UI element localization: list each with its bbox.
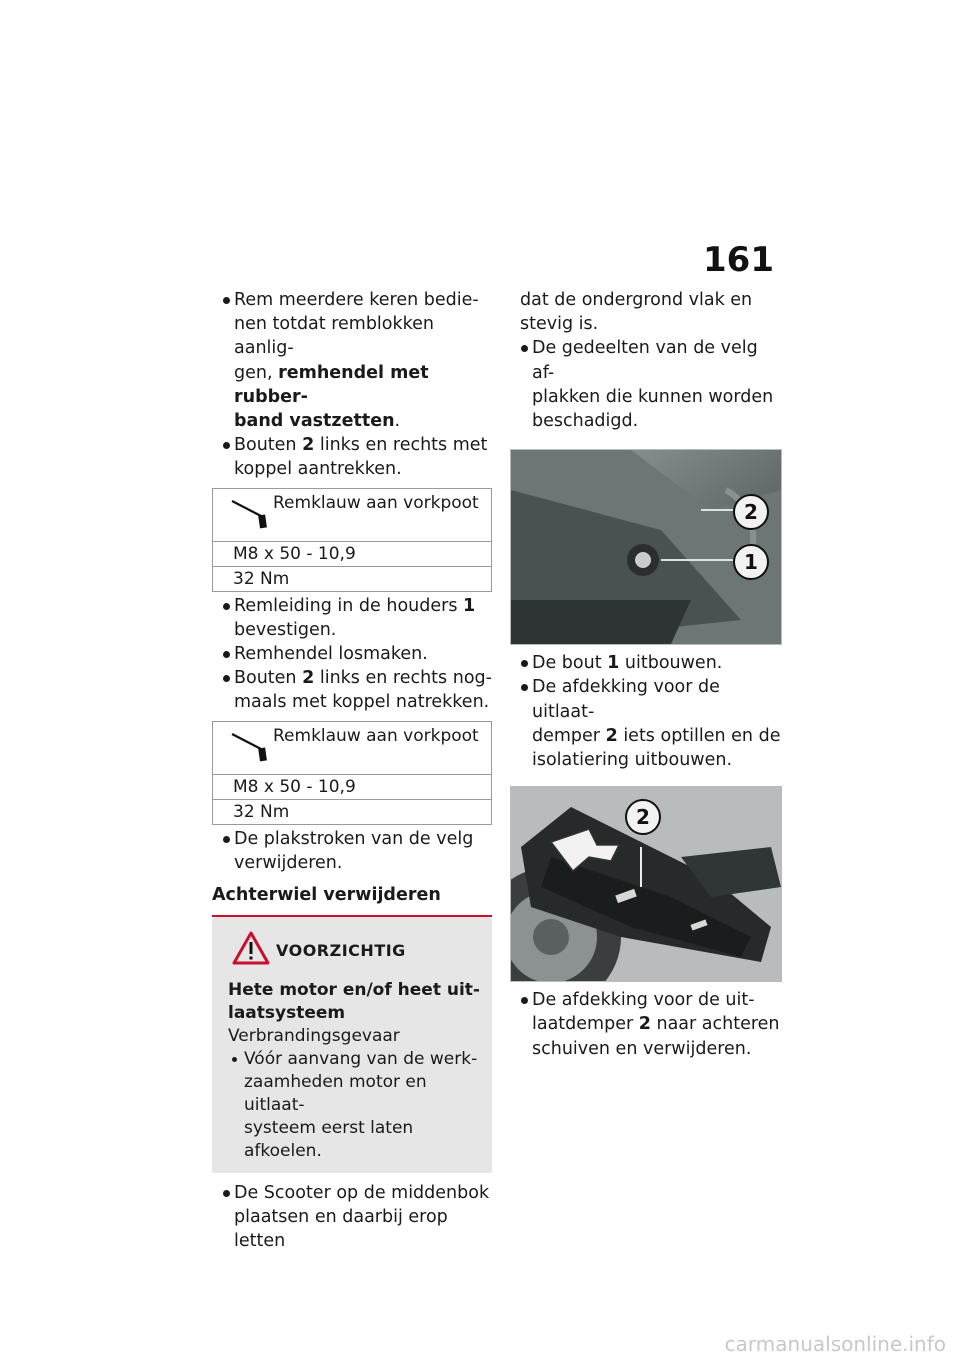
text-line: maals met koppel natrekken. [234, 692, 490, 713]
torque-value: 32 Nm [233, 801, 290, 822]
text-line: links en rechts met [314, 435, 488, 456]
left-column [212, 288, 492, 1254]
list-item [212, 594, 492, 642]
torque-spec: M8 x 50 - 10,9 [213, 542, 491, 567]
torque-table-header [213, 722, 491, 775]
torque-spec: M8 x 50 - 10,9 [213, 775, 491, 800]
list-item [212, 288, 492, 433]
torque-table [212, 488, 492, 592]
callout-2: 2 [625, 799, 661, 835]
text-line: koppel aantrekken. [234, 459, 402, 480]
text-line: laatsysteem [228, 1003, 346, 1024]
list-item [510, 675, 782, 772]
warning-danger: Verbrandingsgevaar [228, 1026, 400, 1047]
warning-title: VOORZICHTIG [276, 941, 406, 961]
text-line: De afdekking voor de uit- [532, 990, 755, 1011]
torque-table-header [213, 489, 491, 542]
list-item [212, 1181, 492, 1254]
text-line: De afdekking voor de uitlaat- [532, 677, 720, 722]
warning-triangle-icon [232, 931, 270, 965]
list-item [212, 827, 492, 875]
text-line: links en rechts nog- [314, 668, 492, 689]
bold-text: remhendel met rubber- [234, 362, 429, 407]
text-line: plakken die kunnen worden [532, 386, 774, 407]
reference-number: 2 [302, 668, 315, 689]
reference-number: 2 [638, 1014, 651, 1035]
list-item [212, 433, 492, 481]
text-line: De Scooter op de middenbok [234, 1183, 490, 1204]
text-line: Remhendel losmaken. [234, 644, 428, 665]
reference-number: 2 [302, 435, 315, 456]
text-line: naar achteren [650, 1014, 780, 1035]
text-line: stevig is. [520, 314, 599, 335]
text-line: . [394, 411, 401, 432]
photo-exhaust-bolt [510, 449, 782, 645]
warning-item [228, 1048, 482, 1163]
text-line: De plakstroken van de velg [234, 828, 474, 849]
list-item [510, 651, 782, 675]
watermark: carmanualsonline.info [724, 1332, 946, 1356]
text-line: Bouten [234, 668, 303, 689]
list-item [510, 988, 782, 1061]
warning-box [212, 917, 492, 1173]
text-line: beschadigd. [532, 411, 639, 432]
text-line: Rem meerdere keren bedie- [234, 290, 479, 310]
text-line: verwijderen. [234, 852, 343, 873]
list-item [212, 666, 492, 714]
section-title: Achterwiel verwijderen [212, 885, 492, 917]
text-line: systeem eerst laten afkoelen. [244, 1118, 414, 1162]
text-line: uitbouwen. [619, 653, 723, 674]
torque-table [212, 721, 492, 825]
list-item [510, 336, 782, 433]
list-item-continued [510, 288, 782, 336]
text-line: laatdemper [532, 1014, 639, 1035]
text-line: Remleiding in de houders [234, 595, 464, 616]
warning-subject [228, 979, 482, 1025]
text-line: iets optillen en de [617, 725, 781, 746]
text-line: nen totdat remblokken aanlig- [234, 314, 435, 359]
callout-2: 2 [733, 494, 769, 530]
text-line: De gedeelten van de velg af- [532, 338, 758, 383]
list-item [212, 642, 492, 666]
reference-number: 1 [463, 595, 476, 616]
torque-wrench-icon [229, 497, 271, 531]
text-line: isolatiering uitbouwen. [532, 750, 733, 771]
text-line: demper [532, 725, 606, 746]
torque-label: Remklauw aan vorkpoot [273, 725, 479, 746]
text-line: Hete motor en/of heet uit- [228, 980, 480, 1001]
photo-exhaust-cover [510, 786, 782, 982]
callout-1: 1 [733, 544, 769, 580]
reference-number: 2 [605, 725, 618, 746]
page-number: 161 [703, 240, 774, 280]
torque-wrench-icon [229, 730, 271, 764]
torque-label: Remklauw aan vorkpoot [273, 492, 479, 513]
text-line: plaatsen en daarbij erop letten [234, 1207, 448, 1252]
torque-value: 32 Nm [233, 568, 290, 589]
text-line: Vóór aanvang van de werk- [244, 1049, 478, 1070]
warning-header [228, 931, 482, 971]
right-column [510, 288, 782, 1061]
text-line: schuiven en verwijderen. [532, 1038, 752, 1059]
text-line: Bouten [234, 435, 303, 456]
text-line: De bout [532, 653, 608, 674]
bold-text: band vastzetten [234, 411, 395, 432]
text-line: dat de ondergrond vlak en [520, 290, 753, 310]
text-line: gen, [234, 362, 279, 383]
reference-number: 1 [607, 653, 620, 674]
text-line: zaamheden motor en uitlaat- [244, 1072, 427, 1116]
text-line: bevestigen. [234, 619, 337, 640]
